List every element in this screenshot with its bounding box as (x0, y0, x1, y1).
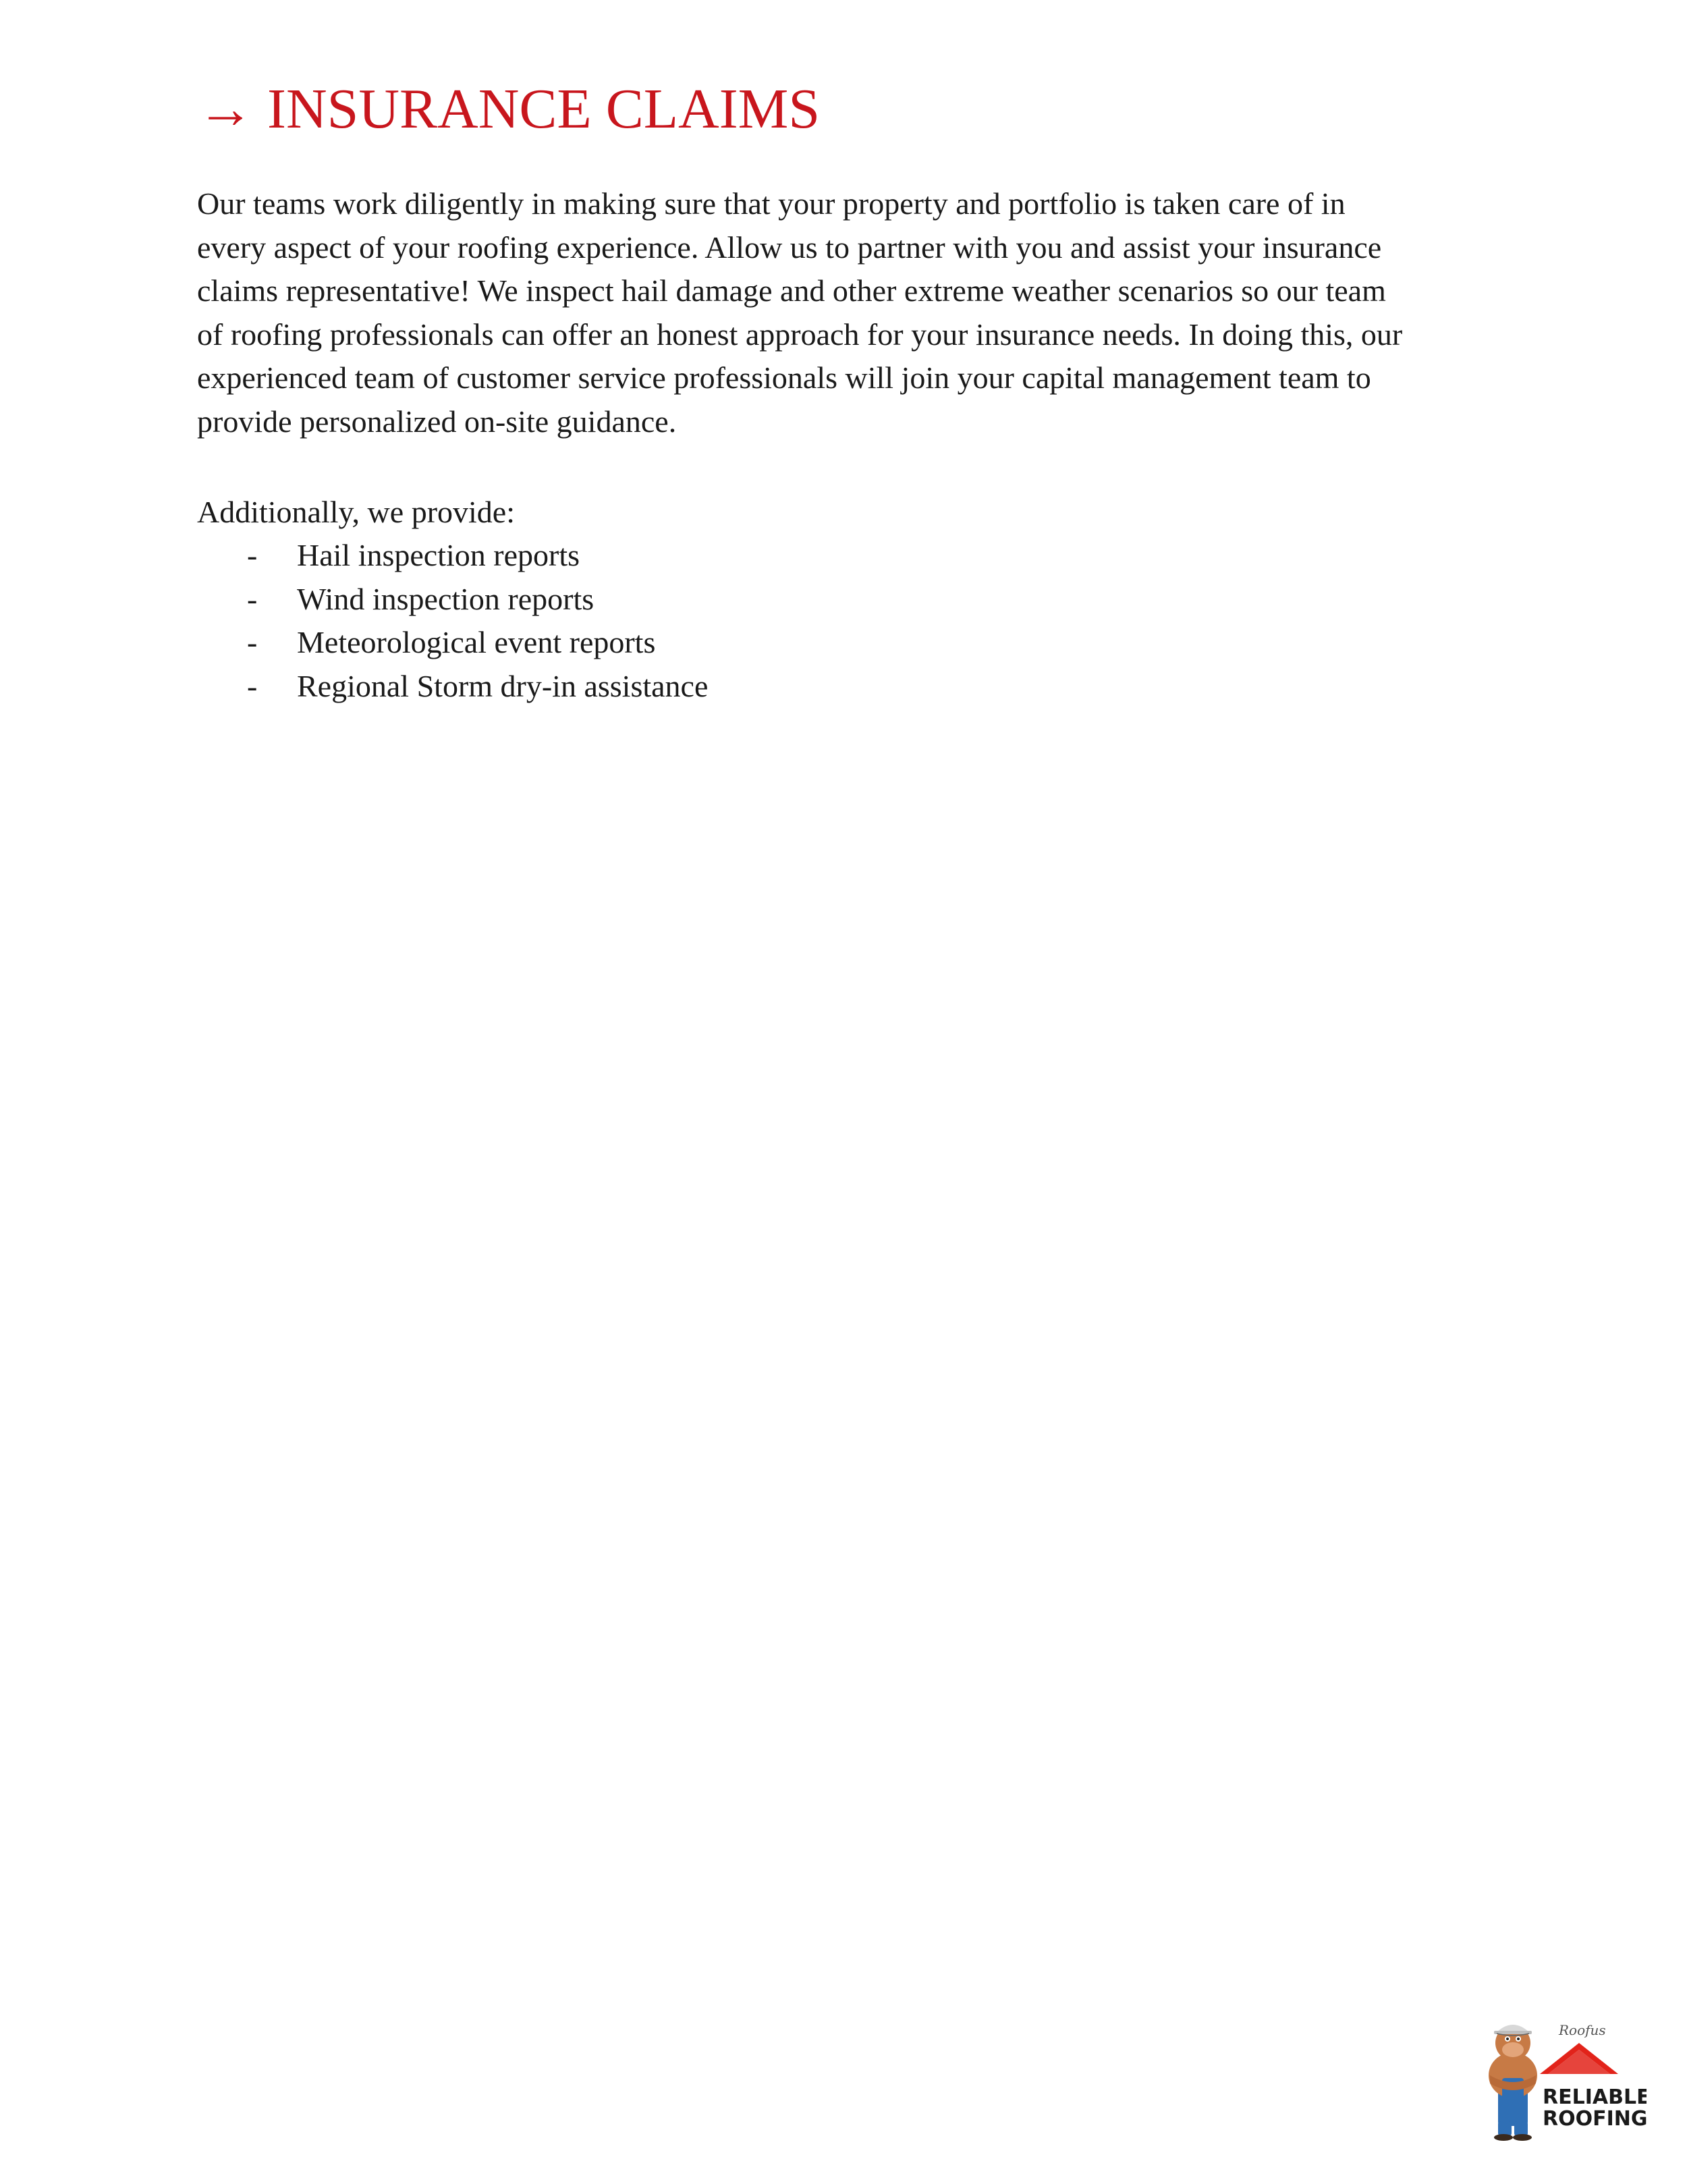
logo-line-1: RELIABLE (1543, 2085, 1647, 2109)
body-paragraph (197, 182, 1520, 443)
paragraph-line: claims representative! We inspect hail damage and other extreme weather scenarios so our team (197, 273, 1386, 308)
bullet-dash: - (247, 668, 258, 703)
paragraph-line: of roofing professionals can offer an honest approach for your insurance needs. In doing this, our (197, 317, 1403, 352)
arrow-right-icon: → (197, 78, 254, 140)
paragraph-line: Our teams work diligently in making sure that your property and portfolio is taken care of in (197, 186, 1346, 221)
list-item-text: Hail inspection reports (297, 538, 580, 572)
bullet-dash: - (247, 625, 258, 659)
list-item-text: Regional Storm dry-in assistance (297, 668, 709, 703)
list-item-text: Meteorological event reports (297, 625, 656, 659)
logo-script-name: Roofus (1559, 2022, 1606, 2038)
bullet-dash: - (247, 581, 258, 616)
mascot-figure (1489, 2025, 1537, 2141)
paragraph-line: provide personalized on-site guidance. (197, 404, 677, 439)
page-title (197, 76, 820, 143)
bullet-dash: - (247, 538, 258, 572)
list-item-text: Wind inspection reports (297, 581, 594, 616)
logo-line-2: ROOFING (1543, 2107, 1647, 2131)
paragraph-line: every aspect of your roofing experience. Allow us to partner with you and assist your insurance (197, 229, 1382, 265)
additional-intro: Additionally, we provide: (197, 495, 515, 529)
reliable-roofing-logo (1478, 2008, 1647, 2143)
mascot-roof-logo-icon (1478, 2008, 1647, 2143)
paragraph-line: experienced team of customer service professionals will join your capital management team to (197, 360, 1371, 395)
page-title-text: INSURANCE CLAIMS (267, 78, 821, 140)
